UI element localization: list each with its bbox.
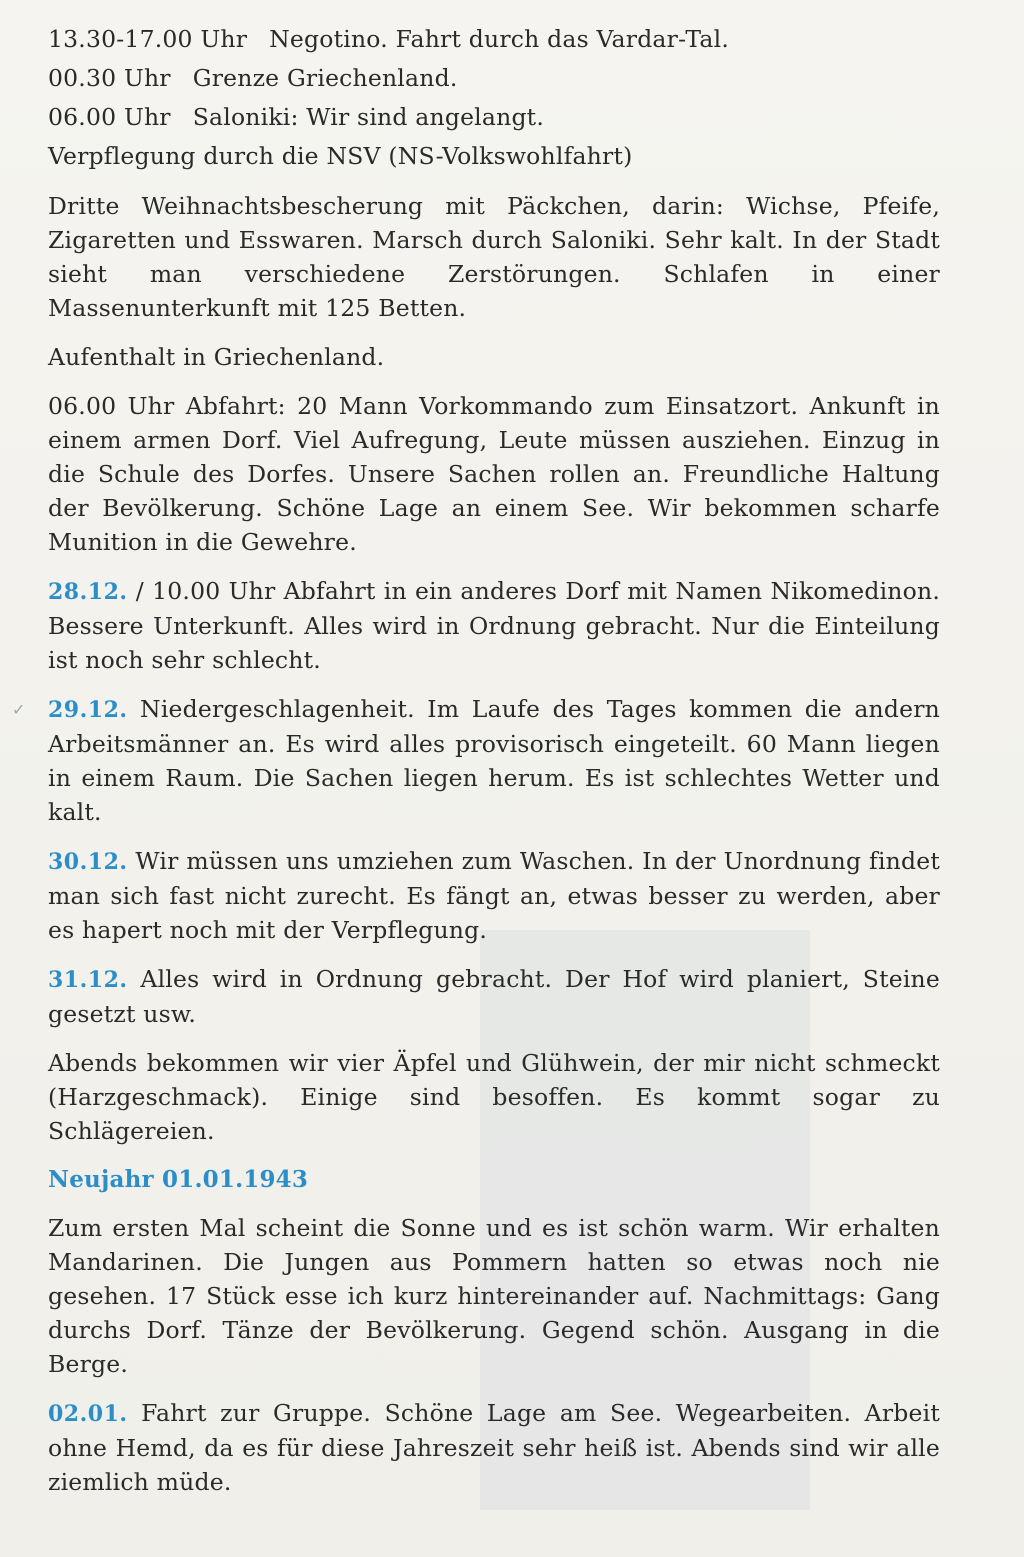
intro-line-3 [48, 100, 940, 134]
paragraph-neujahr: Zum ersten Mal scheint die Sonne und es ist schön warm. Wir erhalten Mandarinen. Die Jungen aus Pommern hatten so etwas noch nie gesehen. 17 Stück esse ich kurz hintereinander auf. Nachmittags: Gang durchs Dorf. Tänze der Bevölkerung. Gegend schön. Ausgang in die Berge. [48, 1214, 940, 1378]
intro-lines [48, 22, 940, 173]
line-text: Grenze Griechenland. [192, 64, 458, 92]
entry-text: Alles wird in Ordnung gebracht. Der Hof wird planiert, Steine gesetzt usw. [48, 965, 940, 1028]
entry-31-12 [48, 962, 940, 1031]
paragraph-abends: Abends bekommen wir vier Äpfel und Glühwein, der mir nicht schmeckt (Harzgeschmack). Einige sind besoffen. Es kommt sogar zu Schlägereien. [48, 1049, 940, 1145]
paragraph-aufenthalt: Aufenthalt in Griechenland. [48, 343, 385, 371]
entry-text: Niedergeschlagenheit. Im Laufe des Tages kommen die andern Arbeitsmänner an. Es wird alles provisorisch eingeteilt. 60 Mann liegen in einem Raum. Die Sachen liegen herum. Es ist schlechtes Wetter und kalt. [48, 695, 940, 826]
entry-02-01 [48, 1396, 940, 1499]
entry-date: 28.12. [48, 579, 128, 605]
intro-line-4: Verpflegung durch die NSV (NS-Volkswohlfahrt) [48, 142, 633, 170]
diary-text [48, 22, 940, 1514]
margin-check-mark: ✓ [12, 700, 26, 719]
line-text: Negotino. Fahrt durch das Vardar-Tal. [269, 25, 730, 53]
entry-date: 31.12. [48, 967, 128, 993]
intro-line-1 [48, 22, 940, 56]
time-label: 13.30-17.00 Uhr [48, 25, 248, 53]
entry-date: 29.12. [48, 697, 128, 723]
time-label: 06.00 Uhr [48, 103, 171, 131]
paragraph-bescherung: Dritte Weihnachtsbescherung mit Päckchen, darin: Wichse, Pfeife, Zigaretten und Esswaren. Marsch durch Saloniki. Sehr kalt. In der Stadt sieht man verschiedene Zerstörungen. Schlafen in einer Massenunterkunft mit 125 Betten. [48, 192, 940, 322]
paragraph-vorkommando: 06.00 Uhr Abfahrt: 20 Mann Vorkommando zum Einsatzort. Ankunft in einem armen Dorf. Viel Aufregung, Leute müssen ausziehen. Einzug in die Schule des Dorfes. Unsere Sachen rollen an. Freundliche Haltung der Bevölkerung. Schöne Lage an einem See. Wir bekommen scharfe Munition in die Gewehre. [48, 392, 940, 556]
entry-28-12 [48, 574, 940, 677]
entry-30-12 [48, 844, 940, 947]
entry-date: 02.01. [48, 1401, 128, 1427]
time-label: 00.30 Uhr [48, 64, 171, 92]
entry-text: Fahrt zur Gruppe. Schöne Lage am See. Wegearbeiten. Arbeit ohne Hemd, da es für diese Jahreszeit sehr heiß ist. Abends sind wir alle ziemlich müde. [48, 1399, 940, 1496]
entry-text: / 10.00 Uhr Abfahrt in ein anderes Dorf mit Namen Nikomedinon. Bessere Unterkunft. Alles wird in Ordnung gebracht. Nur die Einteilung ist noch sehr schlecht. [48, 577, 940, 674]
section-heading-neujahr: Neujahr 01.01.1943 [48, 1166, 309, 1193]
intro-line-2 [48, 61, 940, 95]
entry-29-12 [48, 692, 940, 829]
entry-date: 30.12. [48, 849, 128, 875]
line-text: Saloniki: Wir sind angelangt. [192, 103, 545, 131]
entry-text: Wir müssen uns umziehen zum Waschen. In der Unordnung findet man sich fast nicht zurecht. Es fängt an, etwas besser zu werden, aber es hapert noch mit der Verpflegung. [48, 847, 940, 944]
